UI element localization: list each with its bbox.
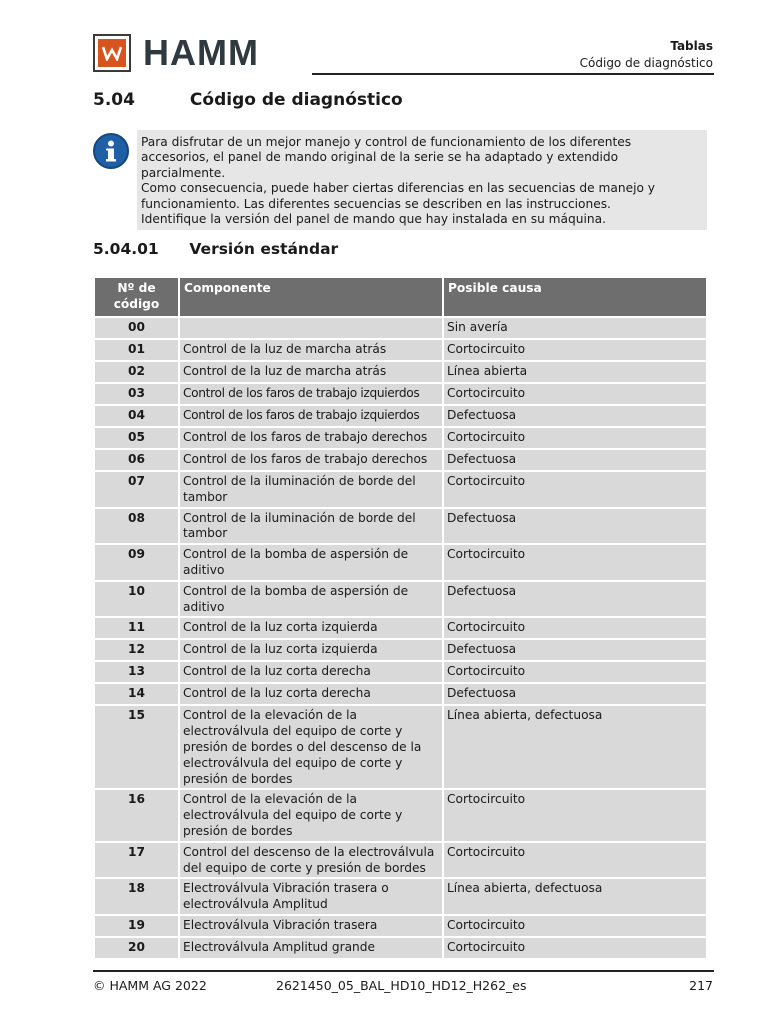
component-cell: Control de la bomba de aspersión de aditivo bbox=[179, 581, 443, 618]
cause-cell: Defectuosa bbox=[443, 581, 707, 618]
component-cell: Control de la luz corta izquierda bbox=[179, 617, 443, 639]
table-row bbox=[94, 617, 707, 639]
cause-cell: Línea abierta, defectuosa bbox=[443, 705, 707, 789]
cause-cell: Cortocircuito bbox=[443, 471, 707, 508]
component-cell: Electroválvula Vibración trasera bbox=[179, 915, 443, 937]
code-cell: 10 bbox=[94, 581, 179, 618]
cause-cell: Línea abierta bbox=[443, 361, 707, 383]
component-cell: Control del descenso de la electroválvula del equipo de corte y presión de bordes bbox=[179, 842, 443, 879]
code-cell: 00 bbox=[94, 317, 179, 339]
code-cell: 02 bbox=[94, 361, 179, 383]
component-cell: Control de la luz corta derecha bbox=[179, 661, 443, 683]
table-row bbox=[94, 789, 707, 841]
code-cell: 20 bbox=[94, 937, 179, 959]
component-cell: Electroválvula Vibración trasera o electroválvula Amplitud bbox=[179, 878, 443, 915]
subsection-number: 5.04.01 bbox=[93, 240, 159, 258]
info-note bbox=[93, 130, 707, 230]
table-row bbox=[94, 683, 707, 705]
code-cell: 06 bbox=[94, 449, 179, 471]
section-heading bbox=[93, 90, 403, 110]
header-divider bbox=[312, 73, 714, 75]
component-cell: Control de la luz corta derecha bbox=[179, 683, 443, 705]
info-icon bbox=[93, 133, 129, 169]
table-row bbox=[94, 427, 707, 449]
component-cell: Control de los faros de trabajo izquierdos bbox=[179, 405, 443, 427]
info-paragraph: Para disfrutar de un mejor manejo y control de funcionamiento de los diferentes accesorios, el panel de mando original de la serie se ha adaptado y extendido parcialmente. bbox=[141, 135, 632, 180]
footer-divider bbox=[93, 970, 714, 972]
running-header bbox=[580, 38, 713, 72]
cause-cell: Defectuosa bbox=[443, 405, 707, 427]
info-note-text bbox=[137, 130, 707, 230]
cause-cell: Cortocircuito bbox=[443, 427, 707, 449]
component-cell: Control de la elevación de la electroválvula del equipo de corte y presión de bordes o del descenso de la electroválvula del equipo de corte y presión de bordes bbox=[179, 705, 443, 789]
w-logo-icon bbox=[102, 45, 122, 61]
code-cell: 03 bbox=[94, 383, 179, 405]
code-cell: 05 bbox=[94, 427, 179, 449]
code-cell: 08 bbox=[94, 508, 179, 545]
table-row bbox=[94, 361, 707, 383]
cause-cell: Defectuosa bbox=[443, 508, 707, 545]
table-row bbox=[94, 383, 707, 405]
table-row bbox=[94, 449, 707, 471]
table-row bbox=[94, 581, 707, 618]
info-paragraph: Identifique la versión del panel de mando que hay instalada en su máquina. bbox=[141, 212, 606, 227]
component-cell: Control de los faros de trabajo derechos bbox=[179, 427, 443, 449]
table-row bbox=[94, 508, 707, 545]
column-header-component: Componente bbox=[179, 277, 443, 317]
document-id: 2621450_05_BAL_HD10_HD12_H262_es bbox=[276, 978, 527, 993]
table-row bbox=[94, 915, 707, 937]
section-title: Código de diagnóstico bbox=[189, 90, 403, 110]
table-row bbox=[94, 317, 707, 339]
table-row bbox=[94, 339, 707, 361]
component-cell: Control de los faros de trabajo derechos bbox=[179, 449, 443, 471]
subsection-title: Versión estándar bbox=[189, 240, 339, 258]
code-cell: 14 bbox=[94, 683, 179, 705]
table-row bbox=[94, 661, 707, 683]
cause-cell: Cortocircuito bbox=[443, 617, 707, 639]
hamm-logo bbox=[93, 34, 259, 72]
cause-cell: Defectuosa bbox=[443, 683, 707, 705]
code-cell: 19 bbox=[94, 915, 179, 937]
component-cell: Control de la iluminación de borde del tambor bbox=[179, 471, 443, 508]
table-row bbox=[94, 878, 707, 915]
table-row bbox=[94, 405, 707, 427]
cause-cell: Cortocircuito bbox=[443, 789, 707, 841]
table-row bbox=[94, 544, 707, 581]
cause-cell: Defectuosa bbox=[443, 639, 707, 661]
brand-name: HAMM bbox=[143, 32, 259, 73]
page-number: 217 bbox=[689, 978, 713, 993]
hamm-logo-mark bbox=[93, 34, 131, 72]
code-cell: 12 bbox=[94, 639, 179, 661]
cause-cell: Sin avería bbox=[443, 317, 707, 339]
subsection-heading bbox=[93, 240, 338, 258]
section-number: 5.04 bbox=[93, 90, 135, 110]
component-cell bbox=[179, 317, 443, 339]
table-row bbox=[94, 471, 707, 508]
diagnostic-code-table bbox=[93, 276, 708, 960]
table-header-row bbox=[94, 277, 707, 317]
component-cell: Electroválvula Amplitud grande bbox=[179, 937, 443, 959]
code-cell: 16 bbox=[94, 789, 179, 841]
copyright: © HAMM AG 2022 bbox=[93, 978, 207, 993]
code-cell: 18 bbox=[94, 878, 179, 915]
table-row bbox=[94, 639, 707, 661]
component-cell: Control de la elevación de la electroválvula del equipo de corte y presión de bordes bbox=[179, 789, 443, 841]
cause-cell: Cortocircuito bbox=[443, 842, 707, 879]
component-cell: Control de la luz de marcha atrás bbox=[179, 339, 443, 361]
info-paragraph: Como consecuencia, puede haber ciertas diferencias en las secuencias de manejo y funcionamiento. Las diferentes secuencias se describen en las instrucciones. bbox=[141, 181, 655, 211]
column-header-cause: Posible causa bbox=[443, 277, 707, 317]
cause-cell: Cortocircuito bbox=[443, 915, 707, 937]
code-cell: 01 bbox=[94, 339, 179, 361]
cause-cell: Cortocircuito bbox=[443, 544, 707, 581]
code-cell: 09 bbox=[94, 544, 179, 581]
topic-label: Código de diagnóstico bbox=[579, 56, 713, 70]
code-cell: 13 bbox=[94, 661, 179, 683]
component-cell: Control de la luz de marcha atrás bbox=[179, 361, 443, 383]
code-cell: 04 bbox=[94, 405, 179, 427]
code-cell: 07 bbox=[94, 471, 179, 508]
table-row bbox=[94, 705, 707, 789]
component-cell: Control de la bomba de aspersión de aditivo bbox=[179, 544, 443, 581]
component-cell: Control de la luz corta izquierda bbox=[179, 639, 443, 661]
table-row bbox=[94, 842, 707, 879]
code-cell: 17 bbox=[94, 842, 179, 879]
cause-cell: Cortocircuito bbox=[443, 661, 707, 683]
component-cell: Control de la iluminación de borde del tambor bbox=[179, 508, 443, 545]
component-cell: Control de los faros de trabajo izquierdos bbox=[179, 383, 443, 405]
cause-cell: Cortocircuito bbox=[443, 937, 707, 959]
code-cell: 11 bbox=[94, 617, 179, 639]
chapter-label: Tablas bbox=[670, 39, 713, 53]
cause-cell: Defectuosa bbox=[443, 449, 707, 471]
cause-cell: Cortocircuito bbox=[443, 339, 707, 361]
code-cell: 15 bbox=[94, 705, 179, 789]
table-row bbox=[94, 937, 707, 959]
cause-cell: Cortocircuito bbox=[443, 383, 707, 405]
cause-cell: Línea abierta, defectuosa bbox=[443, 878, 707, 915]
column-header-code: Nº de código bbox=[94, 277, 179, 317]
